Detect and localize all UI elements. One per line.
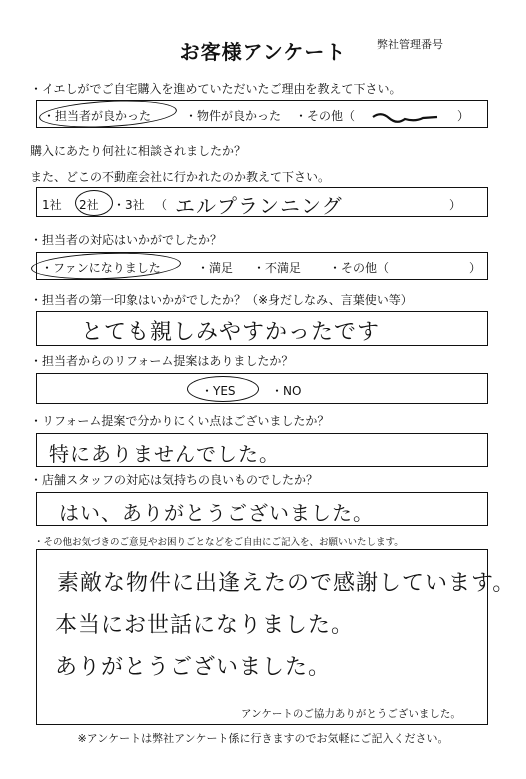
option-satisfied: ・満足	[197, 261, 234, 275]
option-other: ・その他（	[329, 261, 390, 275]
comment-line-2: 本当にお世話になりました。	[55, 613, 355, 638]
question-other-comments: ・その他お気づきのご意見やお困りごとなどをご自由にご記入を、お願いいたします。	[34, 537, 404, 548]
thanks-note: アンケートのご協力ありがとうございました。	[241, 708, 461, 720]
option-became-fan: ・ファンになりました	[41, 261, 161, 275]
comment-line-1: 素敵な物件に出逢えたので感謝しています。	[57, 571, 516, 596]
question-first-impression: ・担当者の第一印象はいかがでしたか？（※身だしなみ、言葉使い等）	[30, 293, 413, 307]
answer-box-reason	[36, 100, 488, 128]
scribble-mark	[371, 109, 441, 123]
option-no: ・NO	[271, 384, 302, 398]
selection-circle	[38, 97, 177, 130]
question-store-staff: ・店舗スタッフの対応は気持ちの良いものでしたか？	[30, 473, 319, 487]
page-title: お客様アンケート	[179, 40, 347, 64]
option-2-companies: 2社	[79, 198, 99, 212]
question-staff-response: ・担当者の対応はいかがでしたか？	[30, 233, 223, 247]
answer-box-staff-response	[36, 252, 488, 280]
answer-box-store-staff	[36, 492, 488, 526]
option-property-good: ・物件が良かった	[185, 109, 282, 123]
option-other-close: ）	[457, 109, 470, 123]
management-number-label: 弊社管理番号	[377, 38, 443, 51]
question-reason: ・イエしがでご自宅購入を進めていただいたご理由を教えて下さい。	[30, 82, 402, 96]
answer-unclear-points: 特にありませんでした。	[49, 442, 280, 466]
comment-line-3: ありがとうございました。	[55, 655, 332, 680]
paren-open: （	[155, 198, 168, 212]
answer-box-reform-proposal	[36, 373, 488, 404]
option-3-companies: ・3社	[113, 198, 145, 212]
answer-company-name: エルプランニング	[175, 194, 343, 218]
option-1-company: 1社	[42, 198, 62, 212]
selection-circle	[75, 190, 113, 216]
option-unsatisfied: ・不満足	[253, 261, 302, 275]
footer-note: ※アンケートは弊社アンケート係に行きますのでお気軽にご記入ください。	[77, 732, 449, 745]
answer-store-staff: はい、ありがとうございました。	[59, 501, 374, 525]
question-reform-proposal: ・担当者からのリフォーム提案はありましたか？	[30, 354, 294, 368]
answer-box-companies	[36, 187, 488, 217]
question-how-many-companies: 購入にあたり何社に相談されましたか？	[30, 144, 247, 158]
paren-close: ）	[449, 198, 462, 212]
option-yes: ・YES	[201, 384, 236, 398]
selection-circle	[31, 250, 182, 281]
answer-box-other-comments	[36, 549, 516, 725]
answer-box-first-impression	[36, 311, 488, 346]
answer-first-impression: とても親しみやすかったです	[81, 320, 381, 345]
option-staff-good: ・担当者が良かった	[43, 109, 152, 123]
selection-circle	[187, 376, 259, 402]
option-other: ・その他（	[295, 109, 356, 123]
option-other-close: ）	[469, 261, 482, 275]
question-which-companies: また、どこの不動産会社に行かれたのか教えて下さい。	[30, 170, 331, 184]
question-unclear-points: ・リフォーム提案で分かりにくい点はございましたか？	[30, 414, 330, 428]
answer-box-unclear-points	[36, 433, 488, 467]
